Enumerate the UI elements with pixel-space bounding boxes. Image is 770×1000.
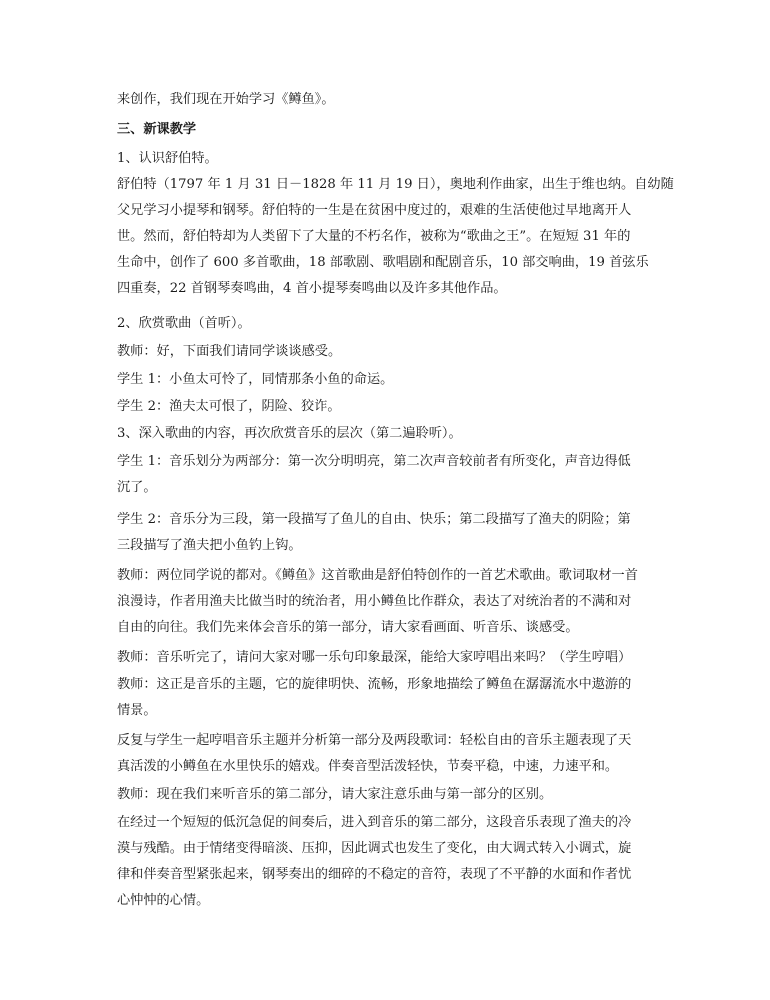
subheading-2 [117, 311, 663, 337]
dialogue-student-1b [117, 449, 663, 501]
text-line: 学生 1：音乐划分为两部分：第一次分明明亮，第二次声音较前者有所变化，声音边得低 [117, 454, 631, 469]
text-line: 律和伴奏音型紧张起来，钢琴奏出的细碎的不稳定的音符，表现了不平静的水面和作者忧 [117, 867, 632, 882]
text-line: 情景。 [117, 703, 157, 718]
paragraph-analysis-part2 [117, 810, 663, 914]
text-line: 四重奏，22 首钢琴奏鸣曲，4 首小提琴奏鸣曲以及许多其他作品。 [117, 281, 507, 296]
dialogue-student-1 [117, 367, 663, 393]
dialogue-student-2 [117, 394, 663, 420]
text-line: 漠与残酷。由于情绪变得暗淡、压抑，因此调式也发生了变化，由大调式转入小调式，旋 [117, 841, 632, 856]
text-line: 舒伯特（1797 年 1 月 31 日－1828 年 11 月 19 日），奥地利作曲家，出生于维也纳。自幼随 [117, 177, 674, 192]
dialogue-teacher-5 [117, 782, 663, 808]
text-line: 教师：现在我们来听音乐的第二部分，请大家注意乐曲与第一部分的区别。 [117, 787, 553, 802]
dialogue-teacher-4 [117, 672, 663, 724]
text-line: 三、新课教学 [117, 122, 197, 137]
text-line: 教师：两位同学说的都对。《鳟鱼》这首歌曲是舒伯特创作的一首艺术歌曲。歌词取材一首 [117, 568, 638, 583]
paragraph-intro-end [117, 87, 663, 113]
text-line: 真活泼的小鳟鱼在水里快乐的嬉戏。伴奏音型活泼轻快，节奏平稳，中速，力速平和。 [117, 759, 619, 774]
text-line: 学生 2：渔夫太可恨了，阴险、狡诈。 [117, 399, 341, 414]
text-line: 来创作，我们现在开始学习《鳟鱼》。 [117, 92, 335, 107]
text-line: 自由的向往。我们先来体会音乐的第一部分，请大家看画面、听音乐、谈感受。 [117, 620, 579, 635]
text-line: 在经过一个短短的低沉急促的间奏后，进入到音乐的第二部分，这段音乐表现了渔夫的冷 [117, 815, 632, 830]
text-line: 三段描写了渔夫把小鱼钓上钩。 [117, 538, 302, 553]
text-line: 3、深入歌曲的内容，再次欣赏音乐的层次（第二遍聆听）。 [117, 426, 462, 441]
text-line: 教师：好，下面我们请同学谈谈感受。 [117, 344, 342, 359]
text-line: 反复与学生一起哼唱音乐主题并分析第一部分及两段歌词：轻松自由的音乐主题表现了天 [117, 733, 632, 748]
text-line: 学生 2：音乐分为三段，第一段描写了鱼儿的自由、快乐；第二段描写了渔夫的阴险；第 [117, 512, 631, 527]
text-line: 浪漫诗，作者用渔夫比做当时的统治者，用小鳟鱼比作群众，表达了对统治者的不满和对 [117, 594, 632, 609]
text-line: 教师：这正是音乐的主题，它的旋律明快、流畅，形象地描绘了鳟鱼在潺潺流水中遨游的 [117, 677, 632, 692]
text-line: 学生 1：小鱼太可怜了，同情那条小鱼的命运。 [117, 372, 394, 387]
paragraph-schubert-bio [117, 172, 674, 302]
dialogue-student-2b [117, 507, 663, 559]
text-line: 沉了。 [117, 480, 157, 495]
dialogue-teacher-3 [117, 645, 663, 671]
text-line: 1、认识舒伯特。 [117, 151, 218, 166]
subheading-3 [117, 421, 663, 447]
text-line: 世。然而，舒伯特却为人类留下了大量的不朽名作，被称为“歌曲之王”。在短短 31 年的 [117, 229, 631, 244]
dialogue-teacher-1 [117, 339, 663, 365]
section-heading [117, 117, 663, 143]
text-line: 心忡忡的心情。 [117, 893, 210, 908]
dialogue-teacher-2 [117, 563, 663, 641]
text-line: 2、欣赏歌曲（首听）。 [117, 316, 251, 331]
subheading-1 [117, 146, 663, 172]
text-line: 教师：音乐听完了，请问大家对哪一乐句印象最深，能给大家哼唱出来吗？（学生哼唱） [117, 650, 632, 665]
text-line: 生命中，创作了 600 多首歌曲，18 部歌剧、歌唱剧和配剧音乐，10 部交响曲，19 首弦乐 [117, 255, 649, 270]
paragraph-analysis-part1 [117, 728, 663, 780]
text-line: 父兄学习小提琴和钢琴。舒伯特的一生是在贫困中度过的，艰难的生活使他过早地离开人 [117, 203, 632, 218]
